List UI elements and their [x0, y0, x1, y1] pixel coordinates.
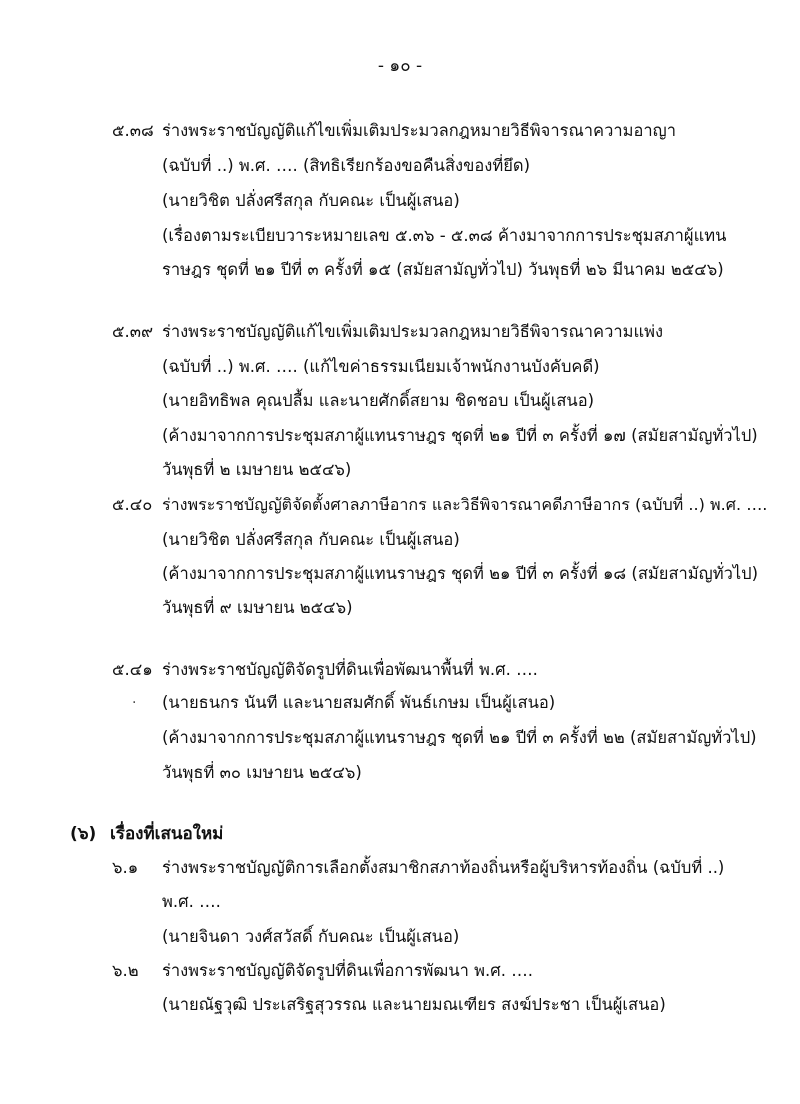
- item-line: (นายจินดา วงศ์สวัสดิ์ กับคณะ เป็นผู้เสนอ): [162, 927, 460, 946]
- item-line: ราษฎร ชุดที่ ๒๑ ปีที่ ๓ ครั้งที่ ๑๕ (สมัยสามัญทั่วไป) วันพุธที่ ๒๖ มีนาคม ๒๕๔๖): [162, 260, 724, 279]
- item-line: วันพุธที่ ๒ เมษายน ๒๕๔๖): [162, 460, 352, 479]
- item-line: (ฉบับที่ ..) พ.ศ. …. (แก้ไขค่าธรรมเนียมเจ้าพนักงานบังคับคดี): [162, 357, 600, 376]
- item-number: ๕.๔๐: [112, 495, 153, 514]
- page-number: - ๑๐ -: [377, 56, 423, 76]
- item-line: พ.ศ. ….: [162, 892, 221, 911]
- item-line: (ค้างมาจากการประชุมสภาผู้แทนราษฎร ชุดที่ ๒๑ ปีที่ ๓ ครั้งที่ ๑๗ (สมัยสามัญทั่วไป): [162, 426, 758, 445]
- scan-speck: ·: [132, 695, 137, 711]
- item-title: ร่างพระราชบัญญัติจัดตั้งศาลภาษีอากร และวิธีพิจารณาคดีภาษีอากร (ฉบับที่ ..) พ.ศ. ….: [162, 495, 768, 514]
- item-title: ร่างพระราชบัญญัติแก้ไขเพิ่มเติมประมวลกฎหมายวิธีพิจารณาความแพ่ง: [162, 322, 664, 341]
- item-line: วันพุธที่ ๓๐ เมษายน ๒๕๔๖): [162, 763, 362, 782]
- section-heading: เรื่องที่เสนอใหม่: [110, 824, 224, 844]
- item-number: ๖.๒: [112, 961, 139, 980]
- item-number: ๕.๓๘: [112, 121, 154, 140]
- item-line: (นายวิชิต ปลั่งศรีสกุล กับคณะ เป็นผู้เสนอ): [162, 191, 460, 210]
- item-line: (เรื่องตามระเบียบวาระหมายเลข ๕.๓๖ - ๕.๓๘ ค้างมาจากการประชุมสภาผู้แทน: [162, 226, 727, 245]
- item-title: ร่างพระราชบัญญัติการเลือกตั้งสมาชิกสภาท้องถิ่นหรือผู้บริหารท้องถิ่น (ฉบับที่ ..): [162, 858, 725, 877]
- item-line: (ค้างมาจากการประชุมสภาผู้แทนราษฎร ชุดที่ ๒๑ ปีที่ ๓ ครั้งที่ ๒๒ (สมัยสามัญทั่วไป): [162, 728, 757, 747]
- item-line: (ฉบับที่ ..) พ.ศ. …. (สิทธิเรียกร้องขอคืนสิ่งของที่ยึด): [162, 156, 531, 175]
- item-line: (นายวิชิต ปลั่งศรีสกุล กับคณะ เป็นผู้เสนอ): [162, 530, 460, 549]
- item-title: ร่างพระราชบัญญัติจัดรูปที่ดินเพื่อพัฒนาพื้นที่ พ.ศ. ….: [162, 660, 538, 679]
- item-title: ร่างพระราชบัญญัติจัดรูปที่ดินเพื่อการพัฒนา พ.ศ. ….: [162, 961, 533, 980]
- item-title: ร่างพระราชบัญญัติแก้ไขเพิ่มเติมประมวลกฎหมายวิธีพิจารณาความอาญา: [162, 121, 676, 140]
- item-number: ๕.๓๙: [112, 322, 154, 341]
- item-number: ๕.๔๑: [112, 660, 153, 679]
- item-line: (ค้างมาจากการประชุมสภาผู้แทนราษฎร ชุดที่ ๒๑ ปีที่ ๓ ครั้งที่ ๑๘ (สมัยสามัญทั่วไป): [162, 564, 759, 583]
- item-line: (นายธนกร นันที และนายสมศักดิ์ พันธ์เกษม เป็นผู้เสนอ): [162, 693, 556, 712]
- item-number: ๖.๑: [112, 858, 139, 877]
- item-line: (นายณัฐวุฒิ ประเสริฐสุวรรณ และนายมณเฑียร สงฆ์ประชา เป็นผู้เสนอ): [162, 995, 666, 1014]
- section-heading-number: (๖): [70, 824, 97, 844]
- item-line: (นายอิทธิพล คุณปลื้ม และนายศักดิ์สยาม ชิดชอบ เป็นผู้เสนอ): [162, 391, 595, 410]
- item-line: วันพุธที่ ๙ เมษายน ๒๕๔๖): [162, 598, 353, 617]
